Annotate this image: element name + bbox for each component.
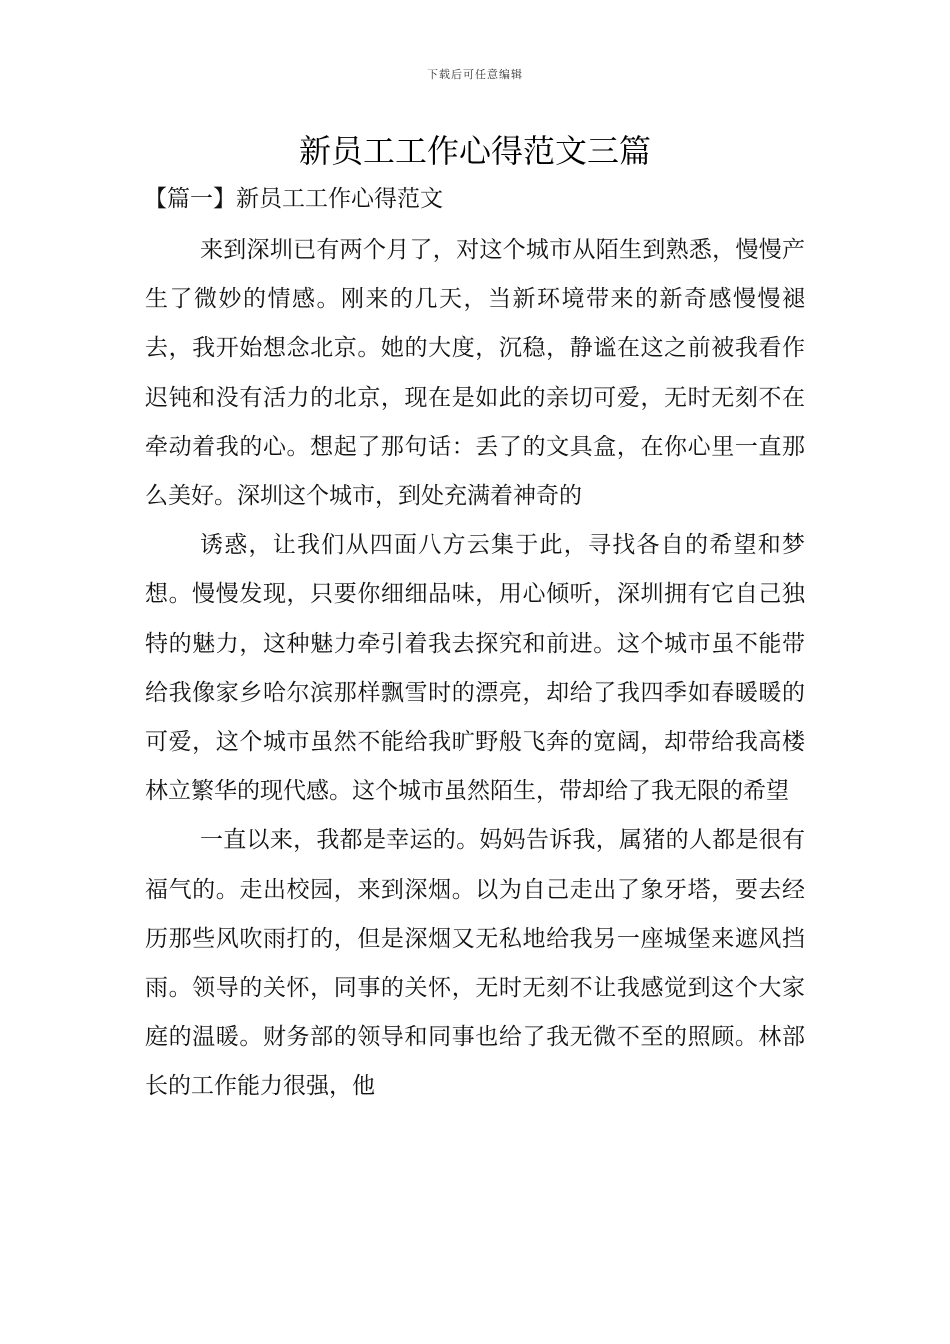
body-text bbox=[145, 226, 805, 1112]
paragraph-2: 诱惑，让我们从四面八方云集于此，寻找各自的希望和梦想。慢慢发现，只要你细细品味，用心倾听，深圳拥有它自己独特的魅力，这种魅力牵引着我去探究和前进。这个城市虽不能带给我像家乡哈尔滨那样飘雪时的漂亮，却给了我四季如春暖暖的可爱，这个城市虽然不能给我旷野般飞奔的宽阔，却带给我高楼林立繁华的现代感。这个城市虽然陌生，带却给了我无限的希望 bbox=[145, 532, 805, 805]
header-note: 下载后可任意编辑 bbox=[427, 68, 523, 81]
paragraph-1: 来到深圳已有两个月了，对这个城市从陌生到熟悉，慢慢产生了微妙的情感。刚来的几天，当新环境带来的新奇感慢慢褪去，我开始想念北京。她的大度，沉稳，静谧在这之前被我看作迟钝和没有活力的北京，现在是如此的亲切可爱，无时无刻不在牵动着我的心。想起了那句话：丢了的文具盒，在你心里一直那么美好。深圳这个城市，到处充满着神奇的 bbox=[145, 237, 805, 510]
section-heading: 【篇一】新员工工作心得范文 bbox=[144, 186, 443, 212]
paragraph-3: 一直以来，我都是幸运的。妈妈告诉我，属猪的人都是很有福气的。走出校园，来到深烟。以为自己走出了象牙塔，要去经历那些风吹雨打的，但是深烟又无私地给我另一座城堡来遮风挡雨。领导的关怀，同事的关怀，无时无刻不让我感觉到这个大家庭的温暖。财务部的领导和同事也给了我无微不至的照顾。林部长的工作能力很强，他 bbox=[145, 827, 805, 1100]
document-title: 新员工工作心得范文三篇 bbox=[298, 132, 651, 170]
